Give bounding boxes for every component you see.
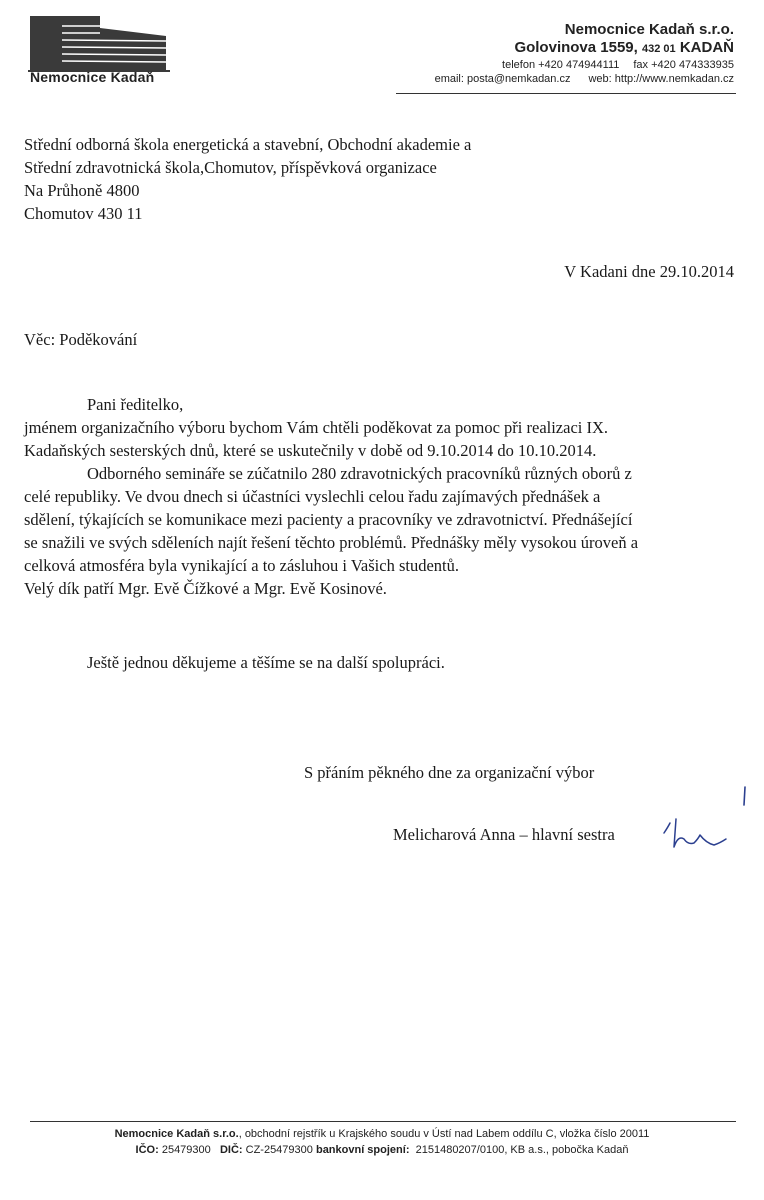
web-link[interactable]: web: http://www.nemkadan.cz xyxy=(588,73,734,85)
bank-value: 2151480207/0100, KB a.s., pobočka Kadaň xyxy=(415,1144,629,1156)
paragraph-line: celková atmosféra byla vynikající a to zásluhou i Vašich studentů. xyxy=(24,556,459,575)
closing-thanks: Ještě jednou děkujeme a těšíme se na další spolupráci. xyxy=(87,653,445,672)
letterhead-contact xyxy=(435,20,734,86)
company-address xyxy=(435,39,734,58)
paragraph-line: Velý dík patří Mgr. Evě Čížkové a Mgr. Evě Kosinové. xyxy=(24,579,387,598)
paragraph-line: se snažili ve svých sděleních najít řešení těchto problémů. Přednášky měly vysokou úroveň a xyxy=(24,533,639,552)
handwritten-signature xyxy=(660,785,760,860)
email-web-line xyxy=(435,72,734,86)
footer-ids-line xyxy=(0,1142,764,1158)
recipient-line: Na Průhoně 4800 xyxy=(24,181,140,200)
recipient-line: Chomutov 430 11 xyxy=(24,204,143,223)
ico-label: IČO: xyxy=(135,1144,159,1156)
company-name: Nemocnice Kadaň s.r.o. xyxy=(564,21,734,38)
letter-subject: Věc: Poděkování xyxy=(24,330,138,349)
phone-text: telefon +420 474944111 xyxy=(502,59,620,71)
dic-label: DIČ: xyxy=(219,1144,243,1156)
address-city: KADAŇ xyxy=(679,39,734,56)
ico-value: 25479300 xyxy=(161,1144,211,1156)
footer-registry-line xyxy=(0,1126,764,1142)
footer-registry: , obchodní rejstřík u Krajského soudu v Ústí nad Labem oddílu C, vložka číslo 20011 xyxy=(238,1128,650,1140)
letter-date: V Kadani dne 29.10.2014 xyxy=(564,262,734,281)
paragraph-line: Odborného semináře se zúčatnilo 280 zdravotnických pracovníků různých oborů z xyxy=(87,464,632,483)
address-street: Golovinova 1559, xyxy=(514,39,638,56)
footer xyxy=(0,1126,764,1158)
footer-company: Nemocnice Kadaň s.r.o. xyxy=(114,1128,239,1140)
address-zip: 432 01 xyxy=(642,43,676,55)
paragraph-line: jménem organizačního výboru bychom Vám chtěli poděkovat za pomoc při realizaci IX. xyxy=(24,418,609,437)
fax-text: fax +420 474333935 xyxy=(633,59,734,71)
phone-fax-line xyxy=(435,58,734,72)
signatory-name: Melicharová Anna – hlavní sestra xyxy=(393,825,615,844)
paragraph-line: sdělení, týkajících se komunikace mezi pacienty a pracovníky ve zdravotnictví. Přednášející xyxy=(24,510,633,529)
salutation: Pani ředitelko, xyxy=(87,395,184,414)
footer-divider xyxy=(30,1121,736,1122)
paragraph-line: celé republiky. Ve dvou dnech si účastníci vyslechli celou řadu zajímavých přednášek a xyxy=(24,487,601,506)
dic-value: CZ-25479300 xyxy=(245,1144,313,1156)
recipient-address xyxy=(24,133,471,225)
paragraph-line: Kadaňských sesterských dnů, které se uskutečnily v době od 9.10.2014 do 10.10.2014. xyxy=(24,441,597,460)
header-divider xyxy=(396,93,736,94)
email-link[interactable]: email: posta@nemkadan.cz xyxy=(434,73,571,85)
logo-text: Nemocnice Kadaň xyxy=(30,69,155,85)
recipient-line: Střední zdravotnická škola,Chomutov, příspěvková organizace xyxy=(24,158,437,177)
closing-greeting: S přáním pěkného dne za organizační výbor xyxy=(304,763,595,782)
bank-label: bankovní spojení: xyxy=(315,1144,410,1156)
letter-body xyxy=(24,393,638,600)
recipient-line: Střední odborná škola energetická a stavební, Obchodní akademie a xyxy=(24,135,472,154)
